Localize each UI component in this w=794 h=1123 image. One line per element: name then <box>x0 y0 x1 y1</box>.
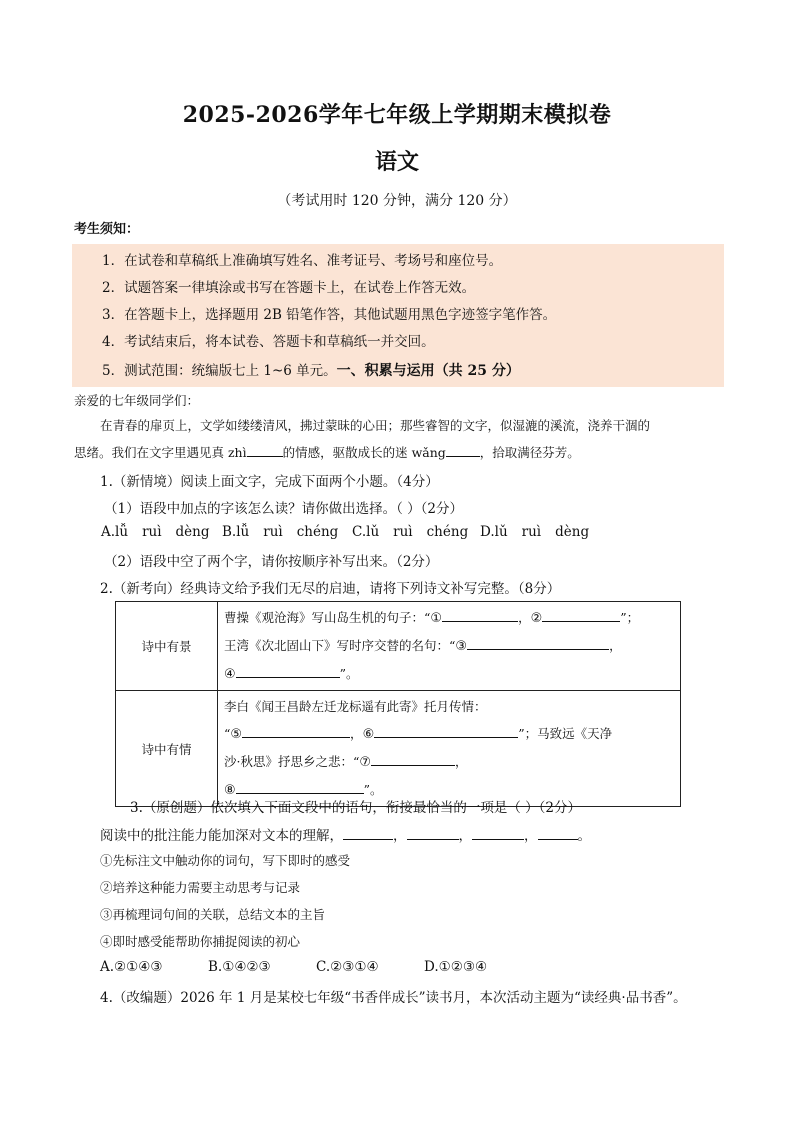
question-3-lead-text: 阅读中的批注能力能加深对文本的理解， <box>100 828 343 844</box>
section-title: 一、积累与运用（共 25 分） <box>336 363 520 379</box>
poem-row-scenery <box>116 602 681 691</box>
passage-line-1: 在青春的扉页上，文学如缕缕清风，拂过蒙昧的心田；那些睿智的文字，似湿漉的溪流，浇养干涸的 <box>100 418 651 433</box>
option-b-3: chéng <box>296 524 339 540</box>
fill-blank[interactable] <box>446 443 480 457</box>
passage-line-2-c: ，拾取满径芬芳。 <box>479 445 580 460</box>
passage-line-2-b: 的情感，驱散成长的迷 wǎng <box>282 445 446 460</box>
poem-row-label: 诗中有情 <box>116 691 218 807</box>
notice-item-2: 2．试题答案一律填涂或书写在答题卡上，在试卷上作答无效。 <box>102 280 476 296</box>
notice-item-1: 1．在试卷和草稿纸上准确填写姓名、准考证号、考场号和座位号。 <box>102 253 503 269</box>
punctuation: ”。 <box>363 782 383 797</box>
question-1-stem: 1.（新情境）阅读上面文字，完成下面两个小题。（4分） <box>100 474 439 490</box>
punctuation: 。 <box>577 828 591 844</box>
question-3-item-3: ③再梳理词句间的关联，总结文本的主旨 <box>100 907 326 922</box>
option-c-3: chéng <box>426 524 469 540</box>
blank-number: ④ <box>224 667 236 682</box>
option-d <box>480 524 589 540</box>
question-3-option-a: A.②①④③ <box>100 959 163 975</box>
blank-number: ① <box>430 611 443 626</box>
poem-line <box>224 748 674 776</box>
punctuation: ， <box>518 610 531 625</box>
question-2-stem: 2.（新考向）经典诗文给予我们无尽的启迪，请将下列诗文补写完整。（8分） <box>100 581 561 597</box>
option-d-3: dèng <box>555 524 590 540</box>
option-c-1: C.lǔ <box>352 524 380 540</box>
notice-item-3: 3．在答题卡上，选择题用 2B 铅笔作答，其他试题用黑色字迹签字笔作答。 <box>102 307 557 323</box>
question-4-stem: 4.（改编题）2026 年 1 月是某校七年级“书香伴成长”读书月，本次活动主题为“读经典·品书香”。 <box>100 990 687 1006</box>
poem-line <box>224 720 674 748</box>
punctuation: ， <box>609 638 622 653</box>
poem-text: 李白《闻王昌龄左迁龙标遥有此寄》托月传情： <box>224 699 487 714</box>
punctuation: ”； <box>620 610 640 625</box>
option-a-3: dèng <box>175 524 210 540</box>
fill-blank[interactable] <box>467 636 609 650</box>
option-b <box>222 524 338 540</box>
poem-text: 王湾《次北固山下》写时序交替的名句：“ <box>224 638 456 653</box>
notice-item-5 <box>102 359 520 380</box>
option-b-2: ruì <box>263 524 283 540</box>
passage-line-2 <box>74 443 580 461</box>
passage-greeting: 亲爱的七年级同学们： <box>74 393 200 408</box>
passage-line-2-a: 思绪。我们在文字里遇见真 zhì <box>74 445 247 460</box>
poem-table <box>115 601 681 807</box>
notice-item-4: 4．考试结束后，将本试卷、答题卡和草稿纸一并交回。 <box>102 334 435 350</box>
fill-blank[interactable] <box>371 752 455 766</box>
fill-blank[interactable] <box>442 608 518 622</box>
fill-blank[interactable] <box>538 826 578 840</box>
option-a <box>101 524 210 540</box>
blank-number: ⑤ <box>230 727 243 742</box>
question-3-item-1: ①先标注文中触动你的词句，写下即时的感受 <box>100 853 351 868</box>
blank-number: ② <box>530 611 543 626</box>
notice-heading: 考生须知： <box>74 222 140 237</box>
poem-text: ”；马致远《天净 <box>518 726 613 741</box>
blank-number: ③ <box>455 639 468 654</box>
poem-row-emotion <box>116 691 681 807</box>
question-3-item-4: ④即时感受能帮助你捕捉阅读的初心 <box>100 934 301 949</box>
fill-blank[interactable] <box>242 724 350 738</box>
option-a-1: A.lǚ <box>101 524 129 540</box>
question-3-option-d: D.①②③④ <box>424 959 488 975</box>
poem-text: 曹操《观沧海》写山岛生机的句子：“ <box>224 610 431 625</box>
punctuation: ， <box>458 828 472 844</box>
option-d-2: ruì <box>521 524 542 540</box>
fill-blank[interactable] <box>374 724 518 738</box>
punctuation: ”。 <box>339 666 359 681</box>
subject-title: 语文 <box>374 149 419 175</box>
question-3-option-b: B.①④②③ <box>208 959 271 975</box>
exam-info: （考试用时 120 分钟，满分 120 分） <box>277 193 517 209</box>
fill-blank[interactable] <box>247 443 283 457</box>
question-1-sub-1: （1）语段中加点的字该怎么读？请你做出选择。（ ）（2分） <box>104 501 463 517</box>
fill-blank[interactable] <box>236 780 364 794</box>
poem-text: 沙·秋思》抒思乡之悲：“ <box>224 754 360 769</box>
poem-line <box>224 693 674 720</box>
poem-row-label: 诗中有景 <box>116 602 218 691</box>
fill-blank[interactable] <box>472 826 524 840</box>
fill-blank[interactable] <box>343 826 393 840</box>
fill-blank[interactable] <box>236 664 340 678</box>
poem-line <box>224 632 674 660</box>
punctuation: ， <box>350 726 363 741</box>
punctuation: ， <box>393 828 407 844</box>
question-3-item-2: ②培养这种能力需要主动思考与记录 <box>100 880 301 895</box>
option-d-1: D.lǔ <box>480 524 508 540</box>
option-c-2: ruì <box>393 524 413 540</box>
poem-line <box>224 604 674 632</box>
blank-number: ⑦ <box>359 755 372 770</box>
option-b-1: B.lǚ <box>222 524 250 540</box>
punctuation: ， <box>524 828 538 844</box>
fill-blank[interactable] <box>407 826 459 840</box>
poem-row-content <box>218 602 681 691</box>
punctuation: “ <box>224 726 231 741</box>
blank-number: ⑧ <box>224 783 236 798</box>
question-3-lead <box>100 824 591 844</box>
question-3-stem: 3.（原创题）依次填入下面文段中的语句，衔接最恰当的一项是（ ）（2分） <box>130 800 582 816</box>
blank-number: ⑥ <box>362 727 375 742</box>
punctuation: ， <box>455 754 468 769</box>
option-c <box>352 524 468 540</box>
option-a-2: ruì <box>142 524 162 540</box>
fill-blank[interactable] <box>542 608 620 622</box>
question-3-option-c: C.②③①④ <box>316 959 379 975</box>
poem-line <box>224 660 674 688</box>
notice-item-5-text: 5．测试范围：统编版七上 1~6 单元。 <box>102 363 337 379</box>
question-1-sub-2: （2）语段中空了两个字，请你按顺序补写出来。（2分） <box>104 554 439 570</box>
poem-row-content <box>218 691 681 807</box>
page-title: 2025-2026学年七年级上学期期末模拟卷 <box>182 102 612 128</box>
